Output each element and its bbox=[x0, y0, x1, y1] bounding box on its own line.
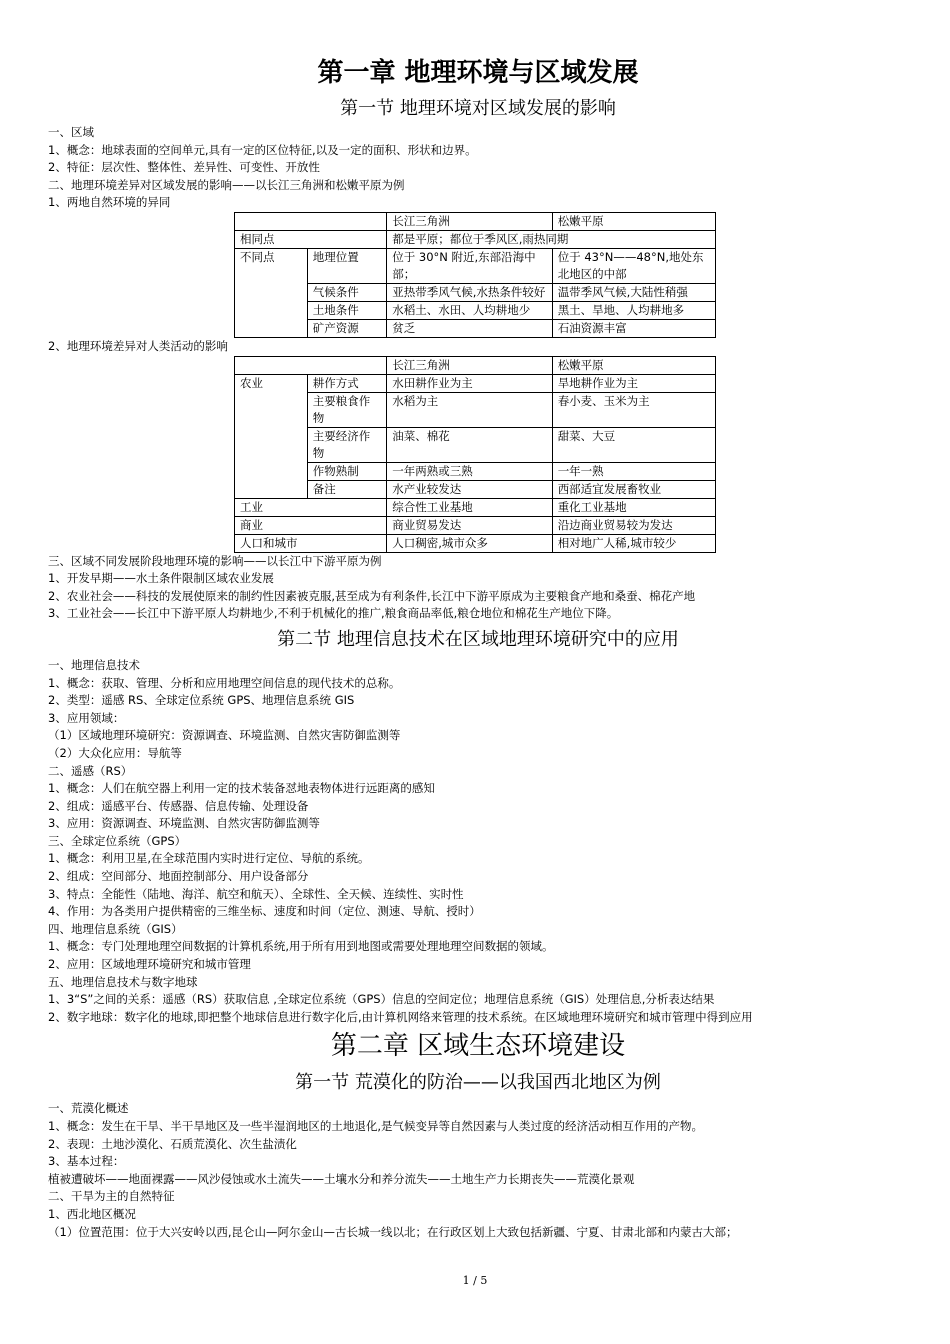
table-cell: 作物熟制 bbox=[307, 462, 386, 480]
table-cell: 不同点 bbox=[235, 248, 308, 337]
text-line: 3、特点：全能性（陆地、海洋、航空和航天）、全球性、全天候、连续性、实时性 bbox=[48, 886, 464, 901]
table-cell: 土地条件 bbox=[307, 301, 386, 319]
text-line: （2）大众化应用：导航等 bbox=[48, 745, 182, 760]
table-row bbox=[235, 301, 716, 319]
table-cell: 相对地广人稀,城市较少 bbox=[552, 534, 715, 552]
section2-body bbox=[48, 657, 908, 1026]
table-cell: 水产业较发达 bbox=[387, 480, 552, 498]
table-row bbox=[235, 462, 716, 480]
ch1-section1-title: 第一节 地理环境对区域发展的影响 bbox=[340, 98, 616, 119]
table-cell: 综合性工业基地 bbox=[387, 498, 552, 516]
text-line: 2、组成：遥感平台、传感器、信息传输、处理设备 bbox=[48, 798, 309, 813]
table-cell: 贫乏 bbox=[387, 319, 552, 337]
table-cell: 商业贸易发达 bbox=[387, 516, 552, 534]
text-line: 二、遥感（RS） bbox=[48, 763, 133, 778]
table-cell: 备注 bbox=[307, 480, 386, 498]
table-cell: 亚热带季风气候,水热条件较好 bbox=[387, 283, 552, 301]
text-line: 一、地理信息技术 bbox=[48, 657, 140, 672]
text-line: 3、基本过程： bbox=[48, 1154, 125, 1169]
table-cell: 春小麦、玉米为主 bbox=[552, 392, 715, 427]
human-activity-table bbox=[234, 356, 716, 553]
table-cell: 矿产资源 bbox=[307, 319, 386, 337]
table-cell: 工业 bbox=[235, 498, 387, 516]
natural-environment-table bbox=[234, 212, 716, 338]
table-header: 长江三角洲 bbox=[387, 212, 552, 230]
text-line: 2、应用：区域地理环境研究和城市管理 bbox=[48, 957, 251, 972]
text-line: 4、作用：为各类用户提供精密的三维坐标、速度和时间（定位、测速、导航、授时） bbox=[48, 904, 481, 919]
text-line: 一、区域 bbox=[48, 125, 94, 139]
table-cell: 沿边商业贸易较为发达 bbox=[552, 516, 715, 534]
text-line: 1、两地自然环境的异同 bbox=[48, 195, 171, 210]
text-line: （1）区域地理环境研究：资源调查、环境监测、自然灾害防御监测等 bbox=[48, 728, 401, 743]
text-line: 2、地理环境差异对人类活动的影响 bbox=[48, 338, 228, 353]
table-header: 长江三角洲 bbox=[387, 356, 552, 374]
table-row bbox=[235, 283, 716, 301]
text-line: 二、干旱为主的自然特征 bbox=[48, 1189, 175, 1204]
text-line: 1、概念：获取、管理、分析和应用地理空间信息的现代技术的总称。 bbox=[48, 675, 401, 690]
text-line: 三、区域不同发展阶段地理环境的影响——以长江中下游平原为例 bbox=[48, 553, 382, 568]
table-cell bbox=[235, 356, 387, 374]
text-line: 二、地理环境差异对区域发展的影响——以长江三角洲和松嫩平原为例 bbox=[48, 177, 405, 192]
text-line: 植被遭破坏——地面裸露——风沙侵蚀或水土流失——土壤水分和养分流失——土地生产力长期丧失——荒漠化景观 bbox=[48, 1171, 635, 1186]
ch1-section2-title: 第二节 地理信息技术在区域地理环境研究中的应用 bbox=[277, 628, 679, 650]
table-cell: 相同点 bbox=[235, 230, 387, 248]
text-line: 1、概念：发生在干旱、半干旱地区及一些半湿润地区的土地退化,是气候变异等自然因素与人类过度的经济活动相互作用的产物。 bbox=[48, 1119, 703, 1133]
table-cell: 人口稠密,城市众多 bbox=[387, 534, 552, 552]
table-cell: 旱地耕作业为主 bbox=[552, 374, 715, 392]
table-row bbox=[235, 319, 716, 337]
chapter1-title: 第一章 地理环境与区域发展 bbox=[317, 58, 639, 88]
table-row bbox=[235, 212, 716, 230]
table-header: 松嫩平原 bbox=[552, 356, 715, 374]
table-row bbox=[235, 230, 716, 248]
table-cell: 甜菜、大豆 bbox=[552, 427, 715, 462]
table-cell: 一年两熟或三熟 bbox=[387, 462, 552, 480]
page-number: 1 / 5 bbox=[462, 1274, 488, 1287]
table-cell: 农业 bbox=[235, 374, 308, 498]
table-cell: 耕作方式 bbox=[307, 374, 386, 392]
text-line: 3、应用领域： bbox=[48, 710, 125, 725]
text-line: 1、3“S”之间的关系：遥感（RS）获取信息 ,全球定位系统（GPS）信息的空间定位；地理信息系统（GIS）处理信息,分析表达结果 bbox=[48, 992, 715, 1007]
text-line: 2、类型：遥感 RS、全球定位系统 GPS、地理信息系统 GIS bbox=[48, 693, 355, 708]
table-row bbox=[235, 248, 716, 283]
document-page bbox=[48, 52, 908, 1241]
table-row bbox=[235, 516, 716, 534]
text-line: 1、概念：地球表面的空间单元,具有一定的区位特征,以及一定的面积、形状和边界。 bbox=[48, 142, 477, 157]
text-line: 1、概念：利用卫星,在全球范围内实时进行定位、导航的系统。 bbox=[48, 851, 370, 866]
table-header: 松嫩平原 bbox=[552, 212, 715, 230]
text-line: 3、工业社会——长江中下游平原人均耕地少,不利于机械化的推广,粮食商品率低,粮仓地位和棉花生产地位下降。 bbox=[48, 606, 619, 621]
text-line: 2、数字地球：数字化的地球,即把整个地球信息进行数字化后,由计算机网络来管理的技术系统。在区域地理环境研究和城市管理中得到应用 bbox=[48, 1009, 753, 1024]
table-row bbox=[235, 356, 716, 374]
text-line: 1、概念：专门处理地理空间数据的计算机系统,用于所有用到地图或需要处理地理空间数据的领域。 bbox=[48, 939, 554, 954]
text-line: 3、应用：资源调查、环境监测、自然灾害防御监测等 bbox=[48, 816, 320, 831]
text-line: 2、特征：层次性、整体性、差异性、可变性、开放性 bbox=[48, 160, 320, 175]
table-row bbox=[235, 480, 716, 498]
table-cell: 西部适宜发展畜牧业 bbox=[552, 480, 715, 498]
table-cell: 主要经济作物 bbox=[307, 427, 386, 462]
table-cell: 石油资源丰富 bbox=[552, 319, 715, 337]
table-cell: 位于 43°N——48°N,地处东北地区的中部 bbox=[552, 248, 715, 283]
table-cell: 气候条件 bbox=[307, 283, 386, 301]
table-cell: 水稻土、水田、人均耕地少 bbox=[387, 301, 552, 319]
table-row bbox=[235, 392, 716, 427]
table-row bbox=[235, 498, 716, 516]
table-row bbox=[235, 374, 716, 392]
ch2-section1-title: 第一节 荒漠化的防治——以我国西北地区为例 bbox=[295, 1072, 661, 1094]
text-line: 三、全球定位系统（GPS） bbox=[48, 833, 187, 848]
table-row bbox=[235, 534, 716, 552]
text-line: 四、地理信息系统（GIS） bbox=[48, 921, 183, 936]
table-cell: 主要粮食作物 bbox=[307, 392, 386, 427]
table-cell: 黑土、旱地、人均耕地多 bbox=[552, 301, 715, 319]
table-cell bbox=[235, 212, 387, 230]
text-line: 2、表现：土地沙漠化、石质荒漠化、次生盐渍化 bbox=[48, 1136, 297, 1151]
table-cell: 都是平原；都位于季风区,雨热同期 bbox=[387, 230, 716, 248]
table-cell: 重化工业基地 bbox=[552, 498, 715, 516]
table-cell: 人口和城市 bbox=[235, 534, 387, 552]
text-line: 一、荒漠化概述 bbox=[48, 1101, 129, 1116]
table-cell: 水田耕作业为主 bbox=[387, 374, 552, 392]
text-line: 1、开发早期——水土条件限制区域农业发展 bbox=[48, 571, 274, 586]
table-row bbox=[235, 427, 716, 462]
text-line: 2、农业社会——科技的发展使原来的制约性因素被克服,甚至成为有利条件,长江中下游平原成为主要粮食产地和桑蚕、棉花产地 bbox=[48, 588, 696, 603]
text-line: 五、地理信息技术与数字地球 bbox=[48, 974, 198, 989]
chapter2-title: 第二章 区域生态环境建设 bbox=[330, 1031, 626, 1062]
text-line: 1、西北地区概况 bbox=[48, 1206, 136, 1221]
table-cell: 温带季风气候,大陆性稍强 bbox=[552, 283, 715, 301]
table-cell: 位于 30°N 附近,东部沿海中部； bbox=[387, 248, 552, 283]
table-cell: 油菜、棉花 bbox=[387, 427, 552, 462]
text-line: 1、概念：人们在航空器上利用一定的技术装备怼地表物体进行远距离的感知 bbox=[48, 781, 435, 796]
table-cell: 一年一熟 bbox=[552, 462, 715, 480]
text-line: （1）位置范围：位于大兴安岭以西,昆仑山—阿尔金山—古长城一线以北；在行政区划上大致包括新疆、宁夏、甘肃北部和内蒙古大部； bbox=[48, 1224, 738, 1239]
table-cell: 地理位置 bbox=[307, 248, 386, 283]
table-cell: 水稻为主 bbox=[387, 392, 552, 427]
table-cell: 商业 bbox=[235, 516, 387, 534]
text-line: 2、组成：空间部分、地面控制部分、用户设备部分 bbox=[48, 869, 309, 884]
